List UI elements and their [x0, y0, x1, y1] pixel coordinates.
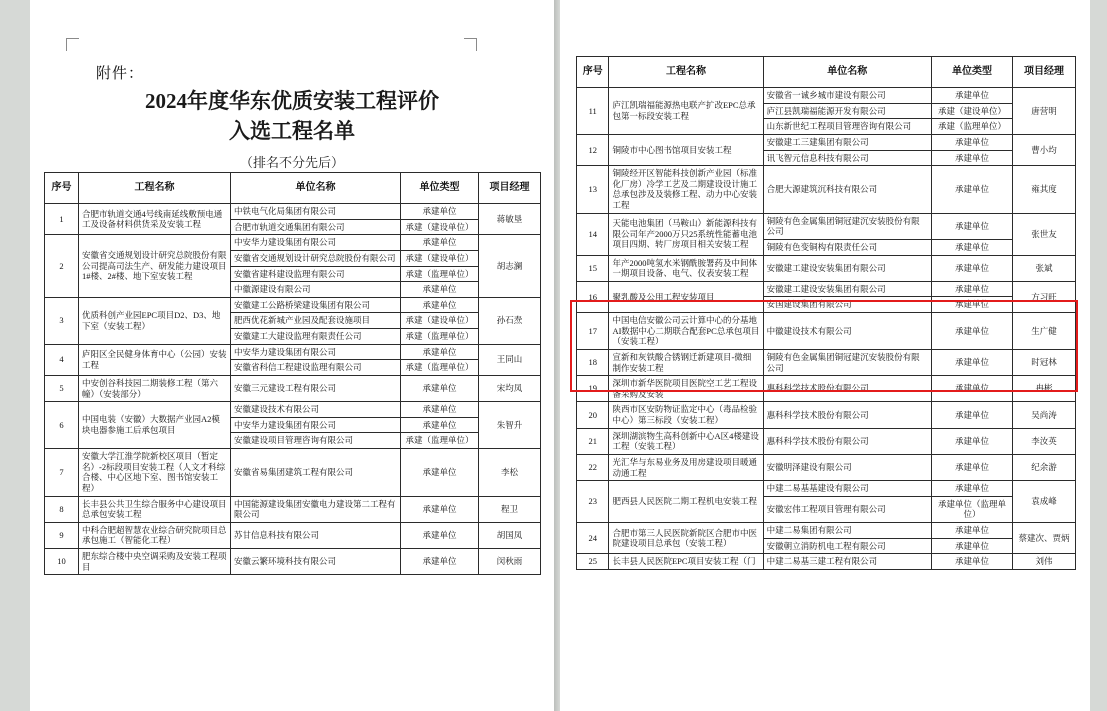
cell-project-manager: 孙石焘: [479, 297, 541, 344]
cell-unit-type: 承建单位: [401, 496, 479, 522]
table-row: [577, 281, 1076, 297]
cell-unit-type: 承建单位: [931, 454, 1012, 480]
cell-no: 15: [577, 255, 609, 281]
page-title: [30, 86, 554, 147]
cell-project-name: 聚乳酸及公用工程安装项目: [609, 281, 763, 312]
table-row: [45, 449, 541, 497]
table-row: [577, 402, 1076, 428]
cell-unit-name: 安徽省一诚乡城市建设有限公司: [763, 88, 931, 104]
cell-project-manager: 唐营明: [1013, 88, 1076, 135]
page-title-line1: 2024年度华东优质安装工程评价: [145, 89, 439, 113]
cell-unit-name: 安徽明泽建设有限公司: [763, 454, 931, 480]
cell-unit-name: 中建二易基三建工程有限公司: [763, 554, 931, 570]
cell-project-manager: 蔡建次、贾炳: [1013, 523, 1076, 554]
cell-unit-name: 惠科科学技术股份有限公司: [763, 402, 931, 428]
cell-project-name: 中国电装（安徽）大数据产业园A2模块电器参施工后承包项目: [79, 402, 231, 449]
cell-unit-name: 安徽朝立消防机电工程有限公司: [763, 538, 931, 554]
cell-unit-name: 安徽云繁环境科技有限公司: [231, 549, 401, 575]
table-row: [577, 428, 1076, 454]
cell-project-manager: 冉彬: [1013, 376, 1076, 402]
cell-project-name: 铜陵市中心图书馆项目安装工程: [609, 134, 763, 165]
cell-unit-name: 铜陵有色变铜构有限责任公司: [763, 239, 931, 255]
cell-unit-type: 承建单位: [931, 538, 1012, 554]
cell-unit-type: 承建单位: [931, 523, 1012, 539]
cell-project-manager: 纪余游: [1013, 454, 1076, 480]
cell-project-manager: 方习旺: [1013, 281, 1076, 312]
cell-unit-type: 承建单位: [401, 417, 479, 433]
cell-unit-type: 承建单位: [931, 150, 1012, 166]
table-row: [577, 166, 1076, 214]
cell-project-manager: 雍其度: [1013, 166, 1076, 214]
cell-no: 10: [45, 549, 79, 575]
crop-mark-top-left: [66, 38, 79, 51]
cell-unit-name: 安徽省易集团建筑工程有限公司: [231, 449, 401, 497]
cell-unit-type: 承建单位: [931, 281, 1012, 297]
cell-unit-name: 安徽建工建设安装集团有限公司: [763, 281, 931, 297]
cell-project-name: 中安创谷科技园二期装修工程（第六幢）（安装部分）: [79, 375, 231, 401]
column-header-unit: 单位名称: [231, 173, 401, 204]
cell-unit-type: 承建单位: [401, 522, 479, 548]
column-header-no: 序号: [45, 173, 79, 204]
table-row: [45, 297, 541, 313]
cell-unit-type: 承建单位: [401, 402, 479, 418]
cell-no: 7: [45, 449, 79, 497]
table-row: [45, 549, 541, 575]
cell-unit-type: 承建（监理单位）: [401, 433, 479, 449]
cell-no: 6: [45, 402, 79, 449]
project-table-right: [576, 56, 1076, 570]
cell-unit-name: 惠科科学技术股份有限公司: [763, 428, 931, 454]
cell-unit-name: 中徽建设技术有限公司: [763, 313, 931, 350]
table-row: [577, 481, 1076, 497]
cell-unit-type: 承建单位: [931, 402, 1012, 428]
cell-unit-name: 中国能源建设集团安徽电力建设第二工程有限公司: [231, 496, 401, 522]
cell-no: 4: [45, 344, 79, 375]
cell-project-manager: 胡志澜: [479, 235, 541, 298]
cell-unit-type: 承建单位（监理单位）: [931, 496, 1012, 522]
cell-unit-type: 承建单位: [931, 213, 1012, 239]
cell-no: 16: [577, 281, 609, 312]
cell-unit-name: 安徽建工公路桥梁建设集团有限公司: [231, 297, 401, 313]
cell-project-name: 铜陵经开区智能科技创新产业园（标准化厂房）冷学工艺及二期建设设计施工总承包涉及及装修工程、动力中心安装工程: [609, 166, 763, 214]
cell-project-name: 宣新和灰铁酸合锈钢迁新建项目-微细制作安装工程: [609, 349, 763, 375]
cell-unit-name: 安徽省交通规划设计研究总院股份有限公司: [231, 250, 401, 266]
cell-no: 1: [45, 204, 79, 235]
table-row: [577, 376, 1076, 402]
document-page-right: [560, 0, 1090, 711]
cell-unit-name: 中徽源建设有限公司: [231, 282, 401, 298]
table-row: [577, 523, 1076, 539]
cell-project-manager: 胡国凤: [479, 522, 541, 548]
table-row: [45, 375, 541, 401]
table-row: [577, 134, 1076, 150]
cell-unit-name: 中建二易基基建设有限公司: [763, 481, 931, 497]
cell-unit-name: 铜陵有色金属集团铜冠建沉安装股份有限公司: [763, 213, 931, 239]
cell-unit-type: 承建（监理单位）: [931, 119, 1012, 135]
column-header-unit-type: 单位类型: [401, 173, 479, 204]
cell-no: 8: [45, 496, 79, 522]
cell-unit-type: 承建单位: [401, 344, 479, 360]
cell-unit-type: 承建单位: [931, 313, 1012, 350]
cell-project-manager: 生广健: [1013, 313, 1076, 350]
cell-unit-name: 山东新世纪工程项目管理咨询有限公司: [763, 119, 931, 135]
cell-no: 12: [577, 134, 609, 165]
cell-no: 22: [577, 454, 609, 480]
cell-no: 24: [577, 523, 609, 554]
cell-unit-type: 承建（建设单位）: [401, 313, 479, 329]
cell-project-manager: 李松: [479, 449, 541, 497]
cell-no: 2: [45, 235, 79, 298]
table-row: [45, 204, 541, 220]
cell-no: 21: [577, 428, 609, 454]
cell-project-name: 安徽大学江淮学院新校区项目（暂定名）-2标段项目安装工程（人文才科综合楼、中心区地下室、图书馆安装工程）: [79, 449, 231, 497]
column-header-unit: 单位名称: [763, 57, 931, 88]
cell-project-name: 天能电池集团（马鞍山）新能源科技有限公司年产2000万只25系统性能蓄电池项目四期、转厂房项目相关安装工程: [609, 213, 763, 255]
cell-project-manager: 张世友: [1013, 213, 1076, 255]
cell-unit-type: 承建单位: [931, 88, 1012, 104]
cell-project-name: 合肥市轨道交通4号线南延线敷预电通工及设备材料供货采及安装工程: [79, 204, 231, 235]
cell-project-manager: 吴尚涛: [1013, 402, 1076, 428]
cell-no: 14: [577, 213, 609, 255]
column-header-manager: 项目经理: [479, 173, 541, 204]
cell-unit-name: 安徽建工大建设监理有限责任公司: [231, 329, 401, 345]
cell-unit-name: 安徽建设技术有限公司: [231, 402, 401, 418]
cell-no: 25: [577, 554, 609, 570]
column-header-manager: 项目经理: [1013, 57, 1076, 88]
cell-unit-name: 安国建设集团有限公司: [763, 297, 931, 313]
cell-project-name: 优质科创产业园EPC项目D2、D3、地下室（安装工程）: [79, 297, 231, 344]
cell-unit-name: 铜陵有色金属集团铜冠建沉安装股份有限公司: [763, 349, 931, 375]
cell-project-manager: 时冠林: [1013, 349, 1076, 375]
table-row: [577, 213, 1076, 239]
attachment-label: 附件：: [96, 66, 145, 82]
cell-unit-name: 安徽宏伟工程项目管理有限公司: [763, 496, 931, 522]
cell-no: 20: [577, 402, 609, 428]
cell-unit-name: 合肥市轨道交通集团有限公司: [231, 219, 401, 235]
table-row: [45, 402, 541, 418]
cell-no: 3: [45, 297, 79, 344]
cell-project-name: 长丰县人民医院EPC项目安装工程（门: [609, 554, 763, 570]
cell-unit-type: 承建单位: [931, 428, 1012, 454]
cell-unit-type: 承建单位: [931, 134, 1012, 150]
cell-unit-type: 承建（监理单位）: [401, 329, 479, 345]
cell-unit-type: 承建（建设单位）: [931, 103, 1012, 119]
cell-unit-type: 承建单位: [931, 239, 1012, 255]
cell-unit-type: 承建单位: [931, 166, 1012, 214]
table-row: [577, 88, 1076, 104]
cell-unit-name: 合肥大源建筑沉科技有限公司: [763, 166, 931, 214]
cell-no: 5: [45, 375, 79, 401]
cell-project-name: 深圳湖滨物生高科创新中心A区4楼建设工程（安装工程）: [609, 428, 763, 454]
cell-no: 17: [577, 313, 609, 350]
crop-mark-top-right: [464, 38, 477, 51]
cell-unit-name: 讯飞智元信息科技有限公司: [763, 150, 931, 166]
cell-unit-name: 安徽建设项目管理咨询有限公司: [231, 433, 401, 449]
cell-unit-type: 承建单位: [931, 481, 1012, 497]
column-header-project: 工程名称: [609, 57, 763, 88]
cell-no: 9: [45, 522, 79, 548]
cell-unit-name: 肥西优花新城产业园及配套设施项目: [231, 313, 401, 329]
cell-project-manager: 程卫: [479, 496, 541, 522]
cell-unit-type: 承建单位: [401, 235, 479, 251]
cell-unit-type: 承建（建设单位）: [401, 219, 479, 235]
table-header-row: [45, 173, 541, 204]
table-row: [45, 496, 541, 522]
column-header-no: 序号: [577, 57, 609, 88]
page-title-line2: 入选工程名单: [229, 119, 355, 144]
cell-project-manager: 张斌: [1013, 255, 1076, 281]
table-row: [45, 522, 541, 548]
cell-unit-name: 安徽省建科建设监理有限公司: [231, 266, 401, 282]
table-row: [45, 235, 541, 251]
cell-unit-name: 安徽建工建设安装集团有限公司: [763, 255, 931, 281]
cell-unit-type: 承建单位: [931, 297, 1012, 313]
cell-unit-name: 安徽省科信工程建设监理有限公司: [231, 360, 401, 376]
cell-project-name: 肥西县人民医院二期工程机电安装工程: [609, 481, 763, 523]
cell-project-manager: 宋均凤: [479, 375, 541, 401]
table-row: [577, 554, 1076, 570]
cell-unit-type: 承建单位: [931, 255, 1012, 281]
cell-unit-name: 庐江县凯瑞福能源开发有限公司: [763, 103, 931, 119]
cell-unit-name: 安徽三元建设工程有限公司: [231, 375, 401, 401]
cell-no: 23: [577, 481, 609, 523]
cell-no: 11: [577, 88, 609, 135]
cell-project-name: 庐江凯瑞福能源热电联产扩改EPC总承包第一标段安装工程: [609, 88, 763, 135]
cell-project-name: 肥东综合楼中央空调采购及安装工程项目: [79, 549, 231, 575]
cell-unit-type: 承建单位: [931, 376, 1012, 402]
cell-project-name: 陕西市区安防物证监定中心（毒品检验中心）第三标段（安装工程）: [609, 402, 763, 428]
cell-unit-type: 承建单位: [401, 282, 479, 298]
cell-project-manager: 朱智升: [479, 402, 541, 449]
cell-unit-type: 承建单位: [401, 549, 479, 575]
cell-project-name: 安徽省交通规划设计研究总院股份有限公司提高司法生产、研发能力建设项目1#楼、2#楼、地下室安装工程: [79, 235, 231, 298]
cell-project-manager: 蒋敏垦: [479, 204, 541, 235]
document-page-left: [30, 0, 554, 711]
cell-no: 13: [577, 166, 609, 214]
cell-unit-name: 中铁电气化局集团有限公司: [231, 204, 401, 220]
cell-unit-name: 惠科科学技术股份有限公司: [763, 376, 931, 402]
cell-unit-name: 苏甘信息科技有限公司: [231, 522, 401, 548]
cell-unit-name: 中安华力建设集团有限公司: [231, 417, 401, 433]
table-header-row: [577, 57, 1076, 88]
cell-project-manager: 曹小均: [1013, 134, 1076, 165]
cell-unit-type: 承建单位: [931, 349, 1012, 375]
cell-unit-name: 中安华力建设集团有限公司: [231, 344, 401, 360]
cell-no: 18: [577, 349, 609, 375]
table-row: [577, 454, 1076, 480]
cell-unit-name: 安徽建工三建集团有限公司: [763, 134, 931, 150]
cell-unit-name: 中安华力建设集团有限公司: [231, 235, 401, 251]
cell-project-manager: 闵秋雨: [479, 549, 541, 575]
cell-unit-type: 承建（监理单位）: [401, 360, 479, 376]
cell-project-name: 庐阳区全民健身体育中心（公园）安装工程: [79, 344, 231, 375]
cell-project-manager: 王同山: [479, 344, 541, 375]
cell-project-name: 中国电信安徽公司云计算中心的分基地AI数据中心二期联合配套PC总承包项目（安装工程）: [609, 313, 763, 350]
table-row: [45, 344, 541, 360]
cell-unit-type: 承建单位: [401, 449, 479, 497]
cell-project-manager: 袁成峰: [1013, 481, 1076, 523]
cell-unit-type: 承建单位: [401, 297, 479, 313]
cell-project-name: 深圳市新华医院项目医院空工艺工程设备采购及安装: [609, 376, 763, 402]
cell-project-name: 光汇华与东易业务及用房建设项目暖通动通工程: [609, 454, 763, 480]
cell-unit-type: 承建单位: [931, 554, 1012, 570]
cell-project-name: 年产2000吨氢水米钢酰胺署药及中间体一期项目设备、电气、仪表安装工程: [609, 255, 763, 281]
project-table-left: [44, 172, 541, 575]
cell-project-name: 合肥市第三人民医院新院区合肥市中医院建设项目总承包（安装工程）: [609, 523, 763, 554]
cell-project-name: 长丰县公共卫生综合服务中心建设项目总承包安装工程: [79, 496, 231, 522]
table-row: [577, 349, 1076, 375]
column-header-unit-type: 单位类型: [931, 57, 1012, 88]
cell-unit-type: 承建单位: [401, 204, 479, 220]
table-row: [577, 255, 1076, 281]
cell-project-name: 中科合肥超智慧农业综合研究院项目总承包施工（智能化工程）: [79, 522, 231, 548]
cell-project-manager: 李汝英: [1013, 428, 1076, 454]
cell-unit-type: 承建单位: [401, 375, 479, 401]
column-header-project: 工程名称: [79, 173, 231, 204]
cell-no: 19: [577, 376, 609, 402]
table-row: [577, 313, 1076, 350]
cell-unit-type: 承建（建设单位）: [401, 250, 479, 266]
page-subtitle: （排名不分先后）: [239, 155, 344, 170]
cell-unit-type: 承建（监理单位）: [401, 266, 479, 282]
cell-project-manager: 刘伟: [1013, 554, 1076, 570]
cell-unit-name: 中建二易集团有限公司: [763, 523, 931, 539]
